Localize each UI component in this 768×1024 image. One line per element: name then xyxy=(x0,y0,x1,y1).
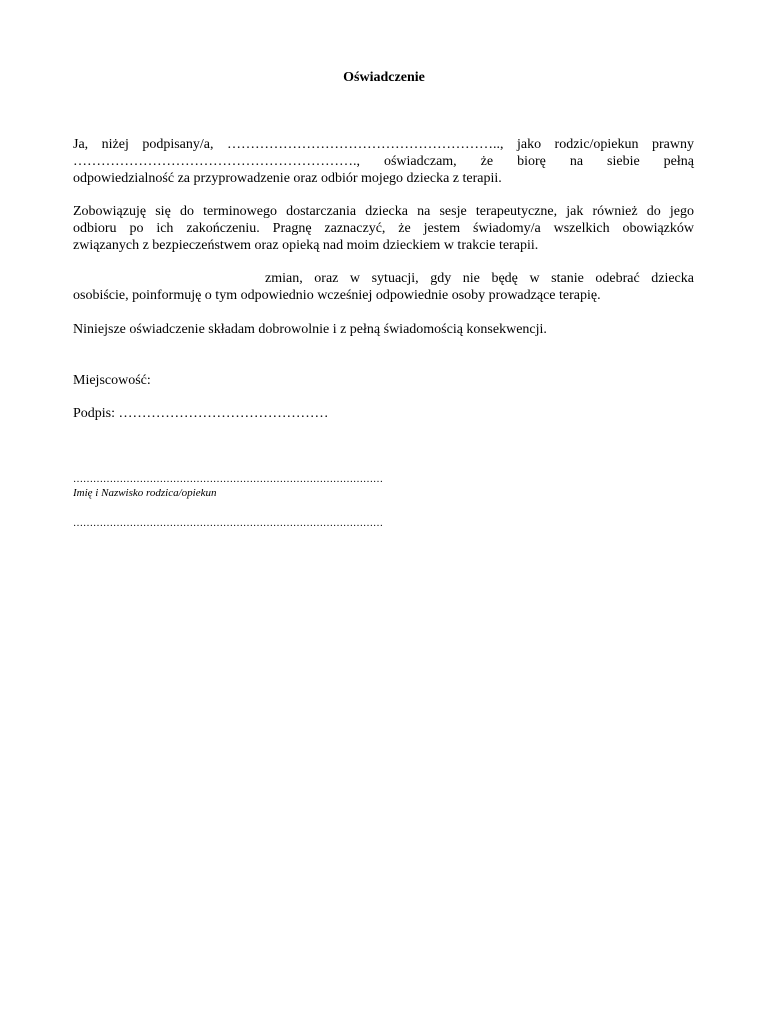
name-dotted-line: ………………………………………………………………………………… xyxy=(73,474,383,485)
paragraph-line: odpowiedzialność za przyprowadzenie oraz odbiór mojego dziecka z terapii. xyxy=(73,171,502,186)
paragraph-line: Niniejsze oświadczenie składam dobrowolnie i z pełną świadomością konsekwencji. xyxy=(73,322,547,337)
signature-label: Podpis: ……………………………………… xyxy=(73,406,329,421)
paragraph-line: odbioru po ich zakończeniu. Pragnę zaznaczyć, że jestem świadomy/a wszelkich obowiązków xyxy=(73,221,694,236)
paragraph-voluntary xyxy=(73,321,694,338)
paragraph-line: ……………………………………………………., oświadczam, że biorę na siebie pełną xyxy=(73,154,694,169)
extra-dotted-line: ………………………………………………………………………………… xyxy=(73,518,383,529)
paragraph-line: Ja, niżej podpisany/a, ………………………………………………….., jako rodzic/opiekun prawny xyxy=(73,137,694,152)
paragraph-line: osobiście, poinformuję o tym odpowiednio wcześniej odpowiednie osoby prowadzące terapię. xyxy=(73,288,601,303)
place-label: Miejscowość: xyxy=(73,373,151,388)
name-caption: Imię i Nazwisko rodzica/opiekun xyxy=(73,487,217,499)
paragraph-line: Zobowiązuję się do terminowego dostarczania dziecka na sesje terapeutyczne, jak również do jego xyxy=(73,204,694,219)
paragraph-obligations xyxy=(73,203,694,254)
paragraph-line: związanych z bezpieczeństwem oraz opieką nad moim dzieckiem w trakcie terapii. xyxy=(73,238,539,253)
paragraph-declaration xyxy=(73,136,694,187)
paragraph-line: zmian, oraz w sytuacji, gdy nie będę w stanie odebrać dziecka xyxy=(265,271,694,286)
paragraph-changes xyxy=(73,270,694,304)
document-title: Oświadczenie xyxy=(343,70,425,85)
